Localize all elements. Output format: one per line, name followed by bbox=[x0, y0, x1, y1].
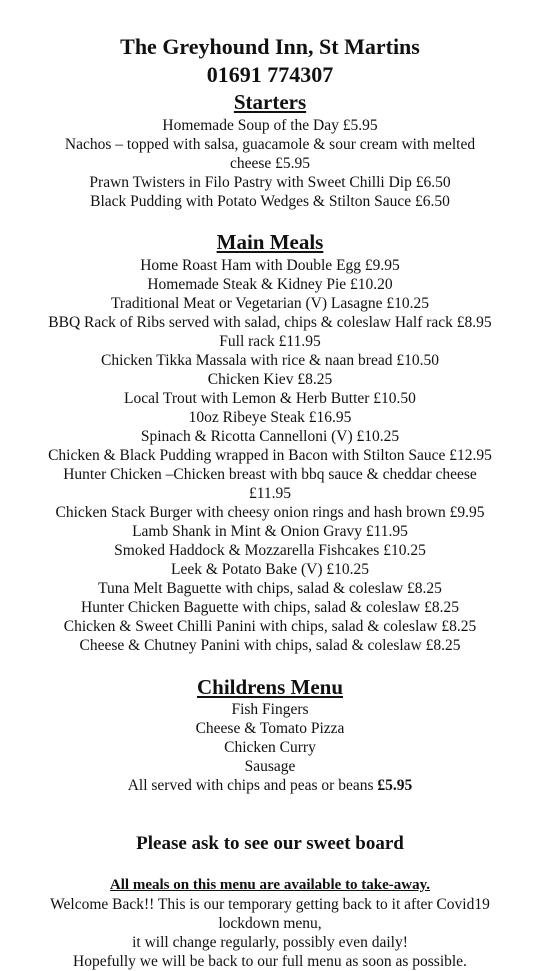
childrens-item: Sausage bbox=[244, 758, 296, 775]
childrens-note-text: All served with chips and peas or beans bbox=[127, 777, 378, 794]
sweet-board-notice: Please ask to see our sweet board bbox=[136, 833, 404, 854]
childrens-item: Fish Fingers bbox=[231, 701, 309, 718]
welcome-line: Welcome Back!! This is our temporary getting back to it after Covid19 bbox=[50, 896, 490, 913]
main-item: 10oz Ribeye Steak £16.95 bbox=[188, 409, 352, 426]
main-item: Lamb Shank in Mint & Onion Gravy £11.95 bbox=[132, 523, 408, 540]
welcome-line: lockdown menu, bbox=[218, 915, 322, 932]
childrens-heading: Childrens Menu bbox=[196, 675, 344, 699]
starter-item: Black Pudding with Potato Wedges & Stilton Sauce £6.50 bbox=[90, 193, 450, 210]
welcome-line: Hopefully we will be back to our full menu as soon as possible. bbox=[73, 953, 467, 970]
main-item: Smoked Haddock & Mozzarella Fishcakes £10.25 bbox=[114, 542, 426, 559]
starter-item: cheese £5.95 bbox=[229, 155, 311, 172]
main-item: Leek & Potato Bake (V) £10.25 bbox=[170, 561, 369, 578]
main-item: Chicken Kiev £8.25 bbox=[207, 371, 333, 388]
main-item: Traditional Meat or Vegetarian (V) Lasagne £10.25 bbox=[110, 295, 430, 312]
welcome-line: it will change regularly, possibly even daily! bbox=[132, 934, 408, 951]
main-item: Chicken & Black Pudding wrapped in Bacon with Stilton Sauce £12.95 bbox=[48, 447, 492, 464]
main-item: Home Roast Ham with Double Egg £9.95 bbox=[140, 257, 400, 274]
main-item: Spinach & Ricotta Cannelloni (V) £10.25 bbox=[140, 428, 400, 445]
main-item: £11.95 bbox=[248, 485, 292, 502]
main-item: Hunter Chicken –Chicken breast with bbq sauce & cheddar cheese bbox=[63, 466, 477, 483]
page-title: The Greyhound Inn, St Martins bbox=[120, 34, 420, 59]
main-meals-heading: Main Meals bbox=[216, 230, 324, 254]
starters-heading: Starters bbox=[233, 90, 307, 114]
starter-item: Prawn Twisters in Filo Pastry with Sweet Chilli Dip £6.50 bbox=[89, 174, 451, 191]
childrens-price: £5.95 bbox=[377, 777, 413, 794]
main-item: Tuna Melt Baguette with chips, salad & coleslaw £8.25 bbox=[98, 580, 442, 597]
starter-item: Homemade Soup of the Day £5.95 bbox=[162, 117, 378, 134]
main-item: Chicken & Sweet Chilli Panini with chips, salad & coleslaw £8.25 bbox=[63, 618, 477, 635]
childrens-note bbox=[0, 776, 540, 795]
main-item: Chicken Tikka Massala with rice & naan bread £10.50 bbox=[101, 352, 439, 369]
main-item: Full rack £11.95 bbox=[219, 333, 321, 350]
childrens-item: Cheese & Tomato Pizza bbox=[195, 720, 345, 737]
starter-item: Nachos – topped with salsa, guacamole & sour cream with melted bbox=[64, 136, 476, 153]
main-item: Homemade Steak & Kidney Pie £10.20 bbox=[147, 276, 393, 293]
main-item: Hunter Chicken Baguette with chips, salad & coleslaw £8.25 bbox=[81, 599, 459, 616]
takeaway-notice: All meals on this menu are available to take-away. bbox=[109, 877, 431, 893]
main-item: Chicken Stack Burger with cheesy onion rings and hash brown £9.95 bbox=[55, 504, 485, 521]
main-item: Local Trout with Lemon & Herb Butter £10.50 bbox=[124, 390, 416, 407]
phone-number: 01691 774307 bbox=[206, 62, 334, 87]
main-item: Cheese & Chutney Panini with chips, salad & coleslaw £8.25 bbox=[79, 637, 461, 654]
main-item: BBQ Rack of Ribs served with salad, chips & coleslaw Half rack £8.95 bbox=[48, 314, 492, 331]
childrens-item: Chicken Curry bbox=[224, 739, 316, 756]
